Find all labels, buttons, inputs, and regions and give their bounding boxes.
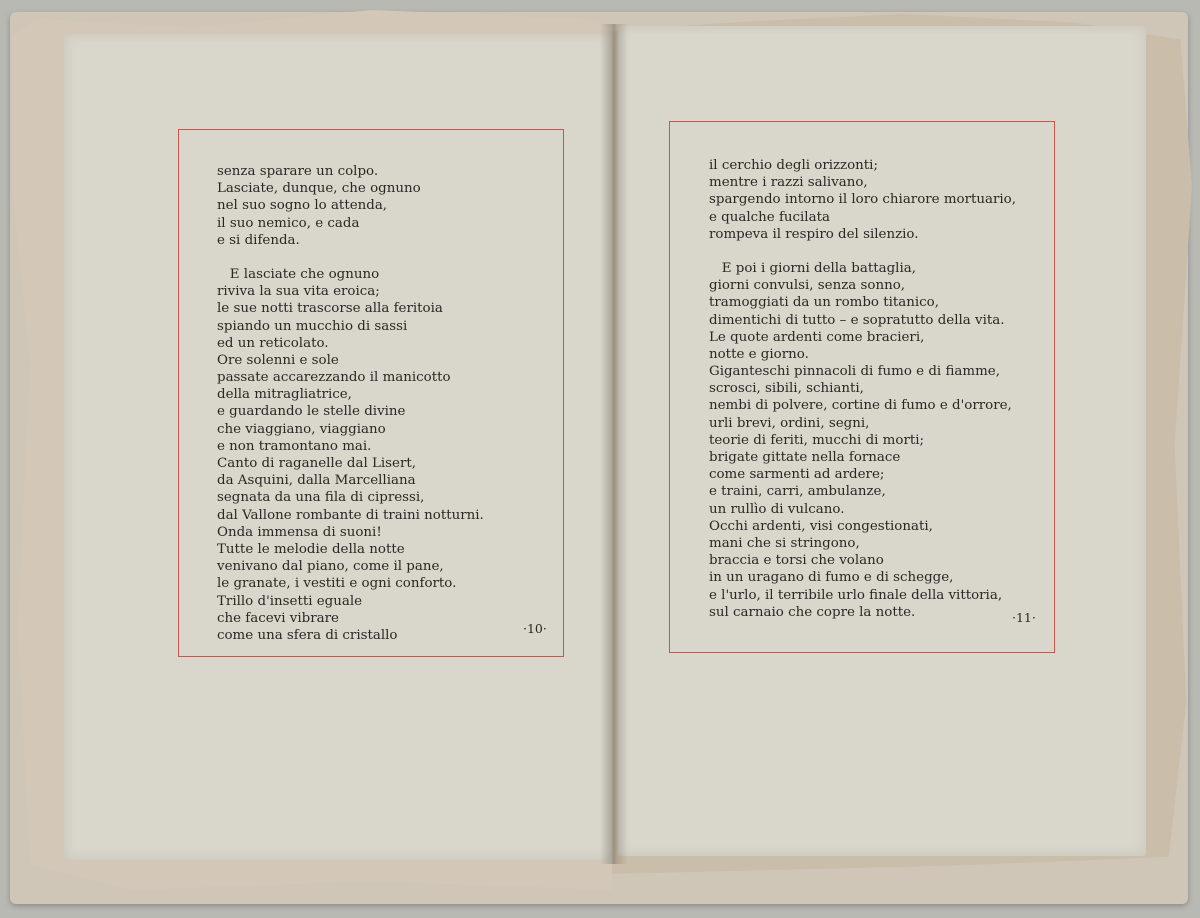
poem-line: braccia e torsi che volano xyxy=(709,553,884,569)
poem-line: e l'urlo, il terribile urlo finale della vittoria, xyxy=(709,587,1003,603)
poem-line: urli brevi, ordini, segni, xyxy=(709,415,870,431)
poem-line: il suo nemico, e cada xyxy=(217,215,360,231)
poem-line: in un uragano di fumo e di schegge, xyxy=(709,570,954,586)
poem-line: Trillo d'insetti eguale xyxy=(217,593,363,609)
poem-line: Canto di raganelle dal Lisert, xyxy=(217,456,417,471)
right-page-poem xyxy=(709,157,1016,621)
poem-line: sul carnaio che copre la notte. xyxy=(709,604,916,620)
poem-line: mani che si stringono, xyxy=(709,535,860,551)
stanza-break xyxy=(217,249,484,266)
poem-line: brigate gittate nella fornace xyxy=(709,450,901,465)
poem-line: della mitragliatrice, xyxy=(217,387,352,403)
poem-line: come una sfera di cristallo xyxy=(217,627,398,643)
stanza-break xyxy=(709,243,1016,260)
poem-line: le granate, i vestiti e ogni conforto. xyxy=(217,576,457,592)
poem-line: da Asquini, dalla Marcelliana xyxy=(217,473,416,489)
poem-line: Onda immensa di suoni! xyxy=(217,524,382,540)
poem-line: senza sparare un colpo. xyxy=(217,164,379,179)
poem-line: Ore solenni e sole xyxy=(217,352,339,368)
poem-line: passate accarezzando il manicotto xyxy=(217,370,451,386)
poem-line: nel suo sogno lo attenda, xyxy=(217,198,388,214)
poem-line: venivano dal piano, come il pane, xyxy=(217,559,444,575)
poem-line: le sue notti trascorse alla feritoia xyxy=(217,301,443,317)
poem-line: Giganteschi pinnacoli di fumo e di fiamme, xyxy=(709,364,1000,380)
poem-line: dimentichi di tutto – e sopratutto della vita. xyxy=(709,312,1005,328)
poem-line: e si difenda. xyxy=(217,232,300,248)
poem-line: Tutte le melodie della notte xyxy=(217,541,405,557)
poem-line: un rullìo di vulcano. xyxy=(709,501,845,517)
poem-line: spiando un mucchio di sassi xyxy=(217,318,408,334)
poem-line: riviva la sua vita eroica; xyxy=(217,284,380,300)
poem-line: e traini, carri, ambulanze, xyxy=(709,484,886,500)
poem-line: e qualche fucilata xyxy=(709,209,830,225)
poem-line: scrosci, sibili, schianti, xyxy=(709,381,864,397)
poem-line: che facevi vibrare xyxy=(217,610,339,626)
poem-line: spargendo intorno il loro chiarore mortuario, xyxy=(709,192,1017,208)
left-page-number: ·10· xyxy=(523,621,547,636)
poem-line: ed un reticolato. xyxy=(217,335,329,351)
poem-line: Occhi ardenti, visi congestionati, xyxy=(709,518,933,534)
poem-line: Lasciate, dunque, che ognuno xyxy=(217,181,421,197)
poem-line: nembi di polvere, cortine di fumo e d'orrore, xyxy=(709,398,1012,414)
poem-line: mentre i razzi salivano, xyxy=(709,175,868,191)
poem-line: Le quote ardenti come bracieri, xyxy=(709,329,925,345)
poem-line: teorie di feriti, mucchi di morti; xyxy=(709,432,925,448)
book-gutter xyxy=(600,24,628,864)
poem-line: che viaggiano, viaggiano xyxy=(217,421,386,437)
poem-line: come sarmenti ad ardere; xyxy=(709,467,885,483)
poem-line: tramoggiati da un rombo titanico, xyxy=(709,295,939,311)
poem-line: giorni convulsi, senza sonno, xyxy=(709,278,906,294)
poem-line: notte e giorno. xyxy=(709,346,809,362)
poem-line: dal Vallone rombante di traini notturni. xyxy=(217,507,484,523)
poem-line: E poi i giorni della battaglia, xyxy=(709,260,916,276)
poem-line: segnata da una fila di cipressi, xyxy=(217,490,425,506)
poem-line: E lasciate che ognuno xyxy=(217,266,380,282)
poem-line: e guardando le stelle divine xyxy=(217,404,406,420)
poem-line: e non tramontano mai. xyxy=(217,438,372,454)
poem-line: rompeva il respiro del silenzio. xyxy=(709,226,919,242)
poem-line: il cerchio degli orizzonti; xyxy=(709,158,878,173)
left-page-poem xyxy=(217,163,484,644)
right-page-number: ·11· xyxy=(1012,610,1036,625)
